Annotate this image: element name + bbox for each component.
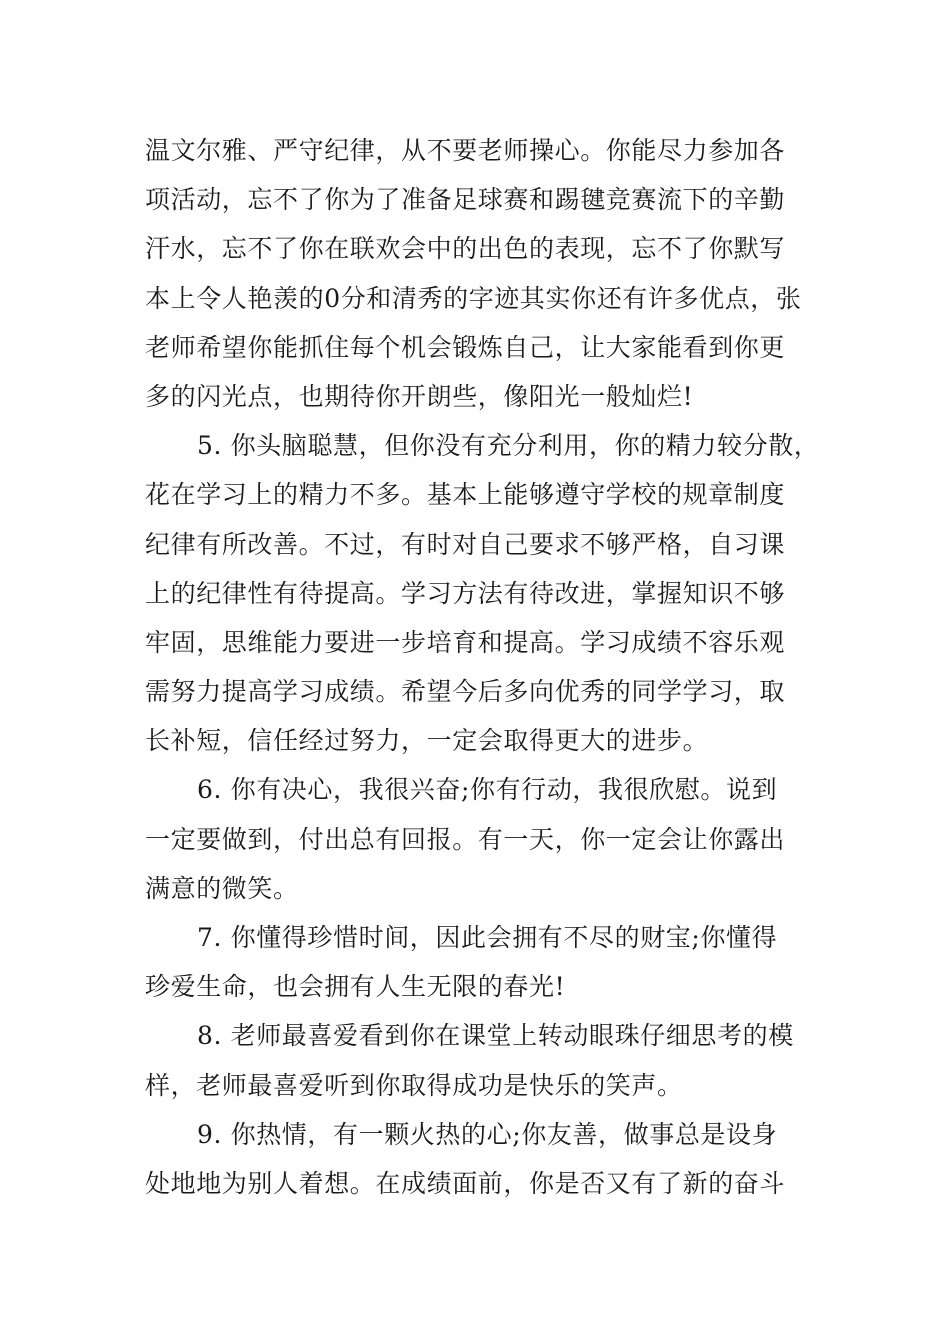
text-line: 7. 你懂得珍惜时间，因此会拥有不尽的财宝;你懂得 — [197, 923, 778, 952]
text-line: 上的纪律性有待提高。学习方法有待改进，掌握知识不够 — [145, 578, 786, 608]
text-line: 9. 你热情，有一颗火热的心;你友善，做事总是设身 — [197, 1119, 778, 1149]
text-line: 5. 你头脑聪慧，但你没有充分利用，你的精力较分散， — [197, 431, 820, 461]
text-line: 温文尔雅、严守纪律，从不要老师操心。你能尽力参加各 — [145, 136, 786, 165]
paragraph-item-7 — [145, 913, 810, 1011]
paragraph-item-5 — [145, 421, 820, 765]
text-line: 纪律有所改善。不过，有时对自己要求不够严格，自习课 — [145, 529, 786, 559]
document-body — [145, 126, 820, 1208]
paragraph-item-9 — [145, 1110, 810, 1208]
text-line: 8. 老师最喜爱看到你在课堂上转动眼珠仔细思考的模 — [197, 1021, 794, 1051]
paragraph-continuation — [145, 126, 810, 421]
text-line: 满意的微笑。 — [145, 873, 299, 903]
text-line: 珍爱生命，也会拥有人生无限的春光! — [145, 972, 566, 1002]
paragraph-item-6 — [145, 765, 810, 913]
text-line: 样，老师最喜爱听到你取得成功是快乐的笑声。 — [145, 1070, 683, 1100]
text-line: 汗水，忘不了你在联欢会中的出色的表现，忘不了你默写 — [145, 234, 786, 264]
text-line: 长补短，信任经过努力，一定会取得更大的进步。 — [145, 726, 709, 756]
text-line: 多的闪光点，也期待你开朗些，像阳光一般灿烂! — [145, 381, 694, 411]
text-line: 处地地为别人着想。在成绩面前，你是否又有了新的奋斗 — [145, 1168, 786, 1198]
text-line: 牢固，思维能力要进一步培育和提高。学习成绩不容乐观 — [145, 627, 786, 657]
text-line: 本上令人艳羡的0分和清秀的字迹其实你还有许多优点，张 — [145, 283, 802, 313]
text-line: 一定要做到，付出总有回报。有一天，你一定会让你露出 — [145, 824, 786, 854]
paragraph-item-8 — [145, 1011, 810, 1109]
text-line: 6. 你有决心，我很兴奋;你有行动，我很欣慰。说到 — [197, 775, 778, 805]
text-line: 项活动，忘不了你为了准备足球赛和踢毽竞赛流下的辛勤 — [145, 185, 786, 215]
text-line: 需努力提高学习成绩。希望今后多向优秀的同学学习，取 — [145, 677, 786, 707]
text-line: 老师希望你能抓住每个机会锻炼自己，让大家能看到你更 — [145, 332, 786, 362]
text-line: 花在学习上的精力不多。基本上能够遵守学校的规章制度 — [145, 480, 786, 510]
